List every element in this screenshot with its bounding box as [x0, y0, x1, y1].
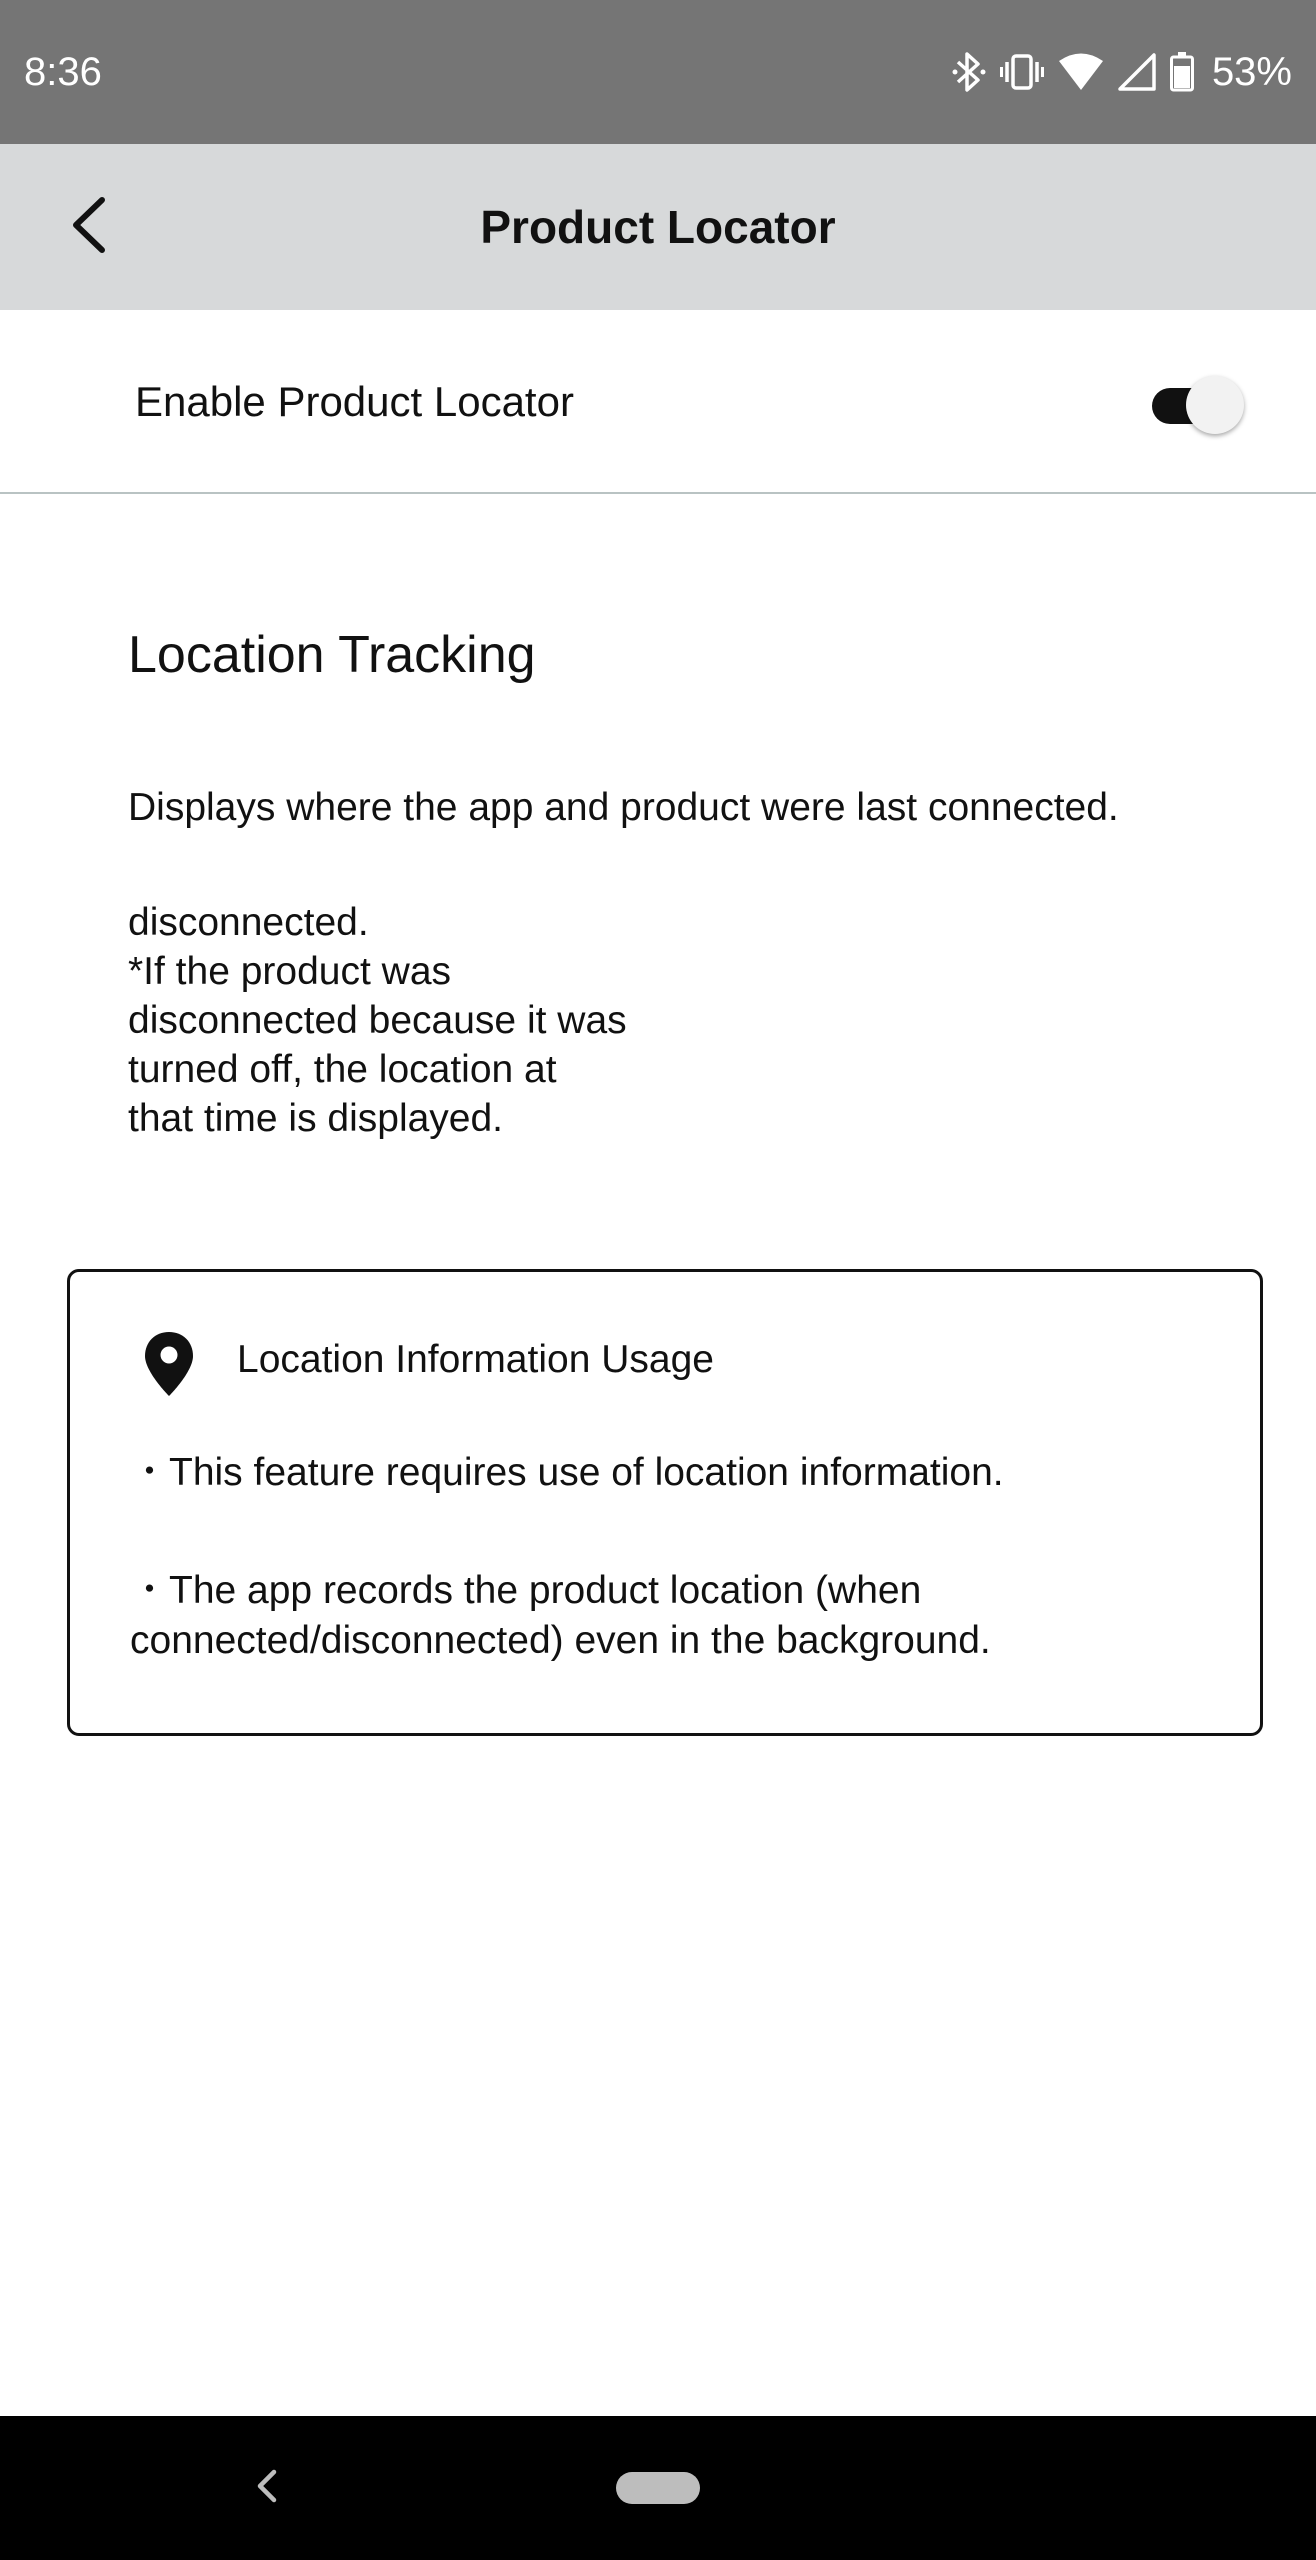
system-nav-bar [0, 2416, 1316, 2560]
vibrate-icon [1000, 52, 1044, 92]
app-bar [0, 144, 1316, 310]
battery-icon [1170, 52, 1194, 92]
status-icons [952, 46, 1292, 98]
chevron-left-icon [66, 195, 110, 260]
location-info-box [67, 1269, 1263, 1736]
nav-home-pill[interactable] [616, 2472, 700, 2504]
status-time: 8:36 [24, 50, 102, 94]
cell-signal-icon [1118, 53, 1156, 91]
location-tracking-note: disconnected. *If the product was disconnected because it was turned off, the location at that time is displayed. [128, 901, 627, 1140]
back-button[interactable] [40, 179, 136, 275]
enable-product-locator-row [0, 310, 1316, 494]
location-info-title: Location Information Usage [237, 1338, 714, 1381]
status-bar [0, 0, 1316, 144]
wifi-icon [1058, 52, 1104, 92]
nav-back-icon [254, 2468, 278, 2509]
toggle-thumb [1186, 376, 1244, 434]
location-tracking-title: Location Tracking [128, 626, 536, 684]
location-pin-icon [142, 1330, 196, 1398]
battery-percent: 53% [1211, 50, 1292, 94]
page-title: Product Locator [480, 201, 836, 253]
enable-product-locator-toggle[interactable] [1148, 376, 1248, 432]
enable-product-locator-label: Enable Product Locator [135, 378, 574, 425]
nav-back-button[interactable] [236, 2458, 296, 2518]
location-info-item: ・The app records the product location (when connected/disconnected) even in the background. [130, 1569, 991, 1662]
bluetooth-icon [952, 50, 986, 94]
location-info-item: ・This feature requires use of location information. [130, 1451, 1004, 1494]
location-tracking-description: Displays where the app and product were last connected. [128, 786, 1119, 829]
